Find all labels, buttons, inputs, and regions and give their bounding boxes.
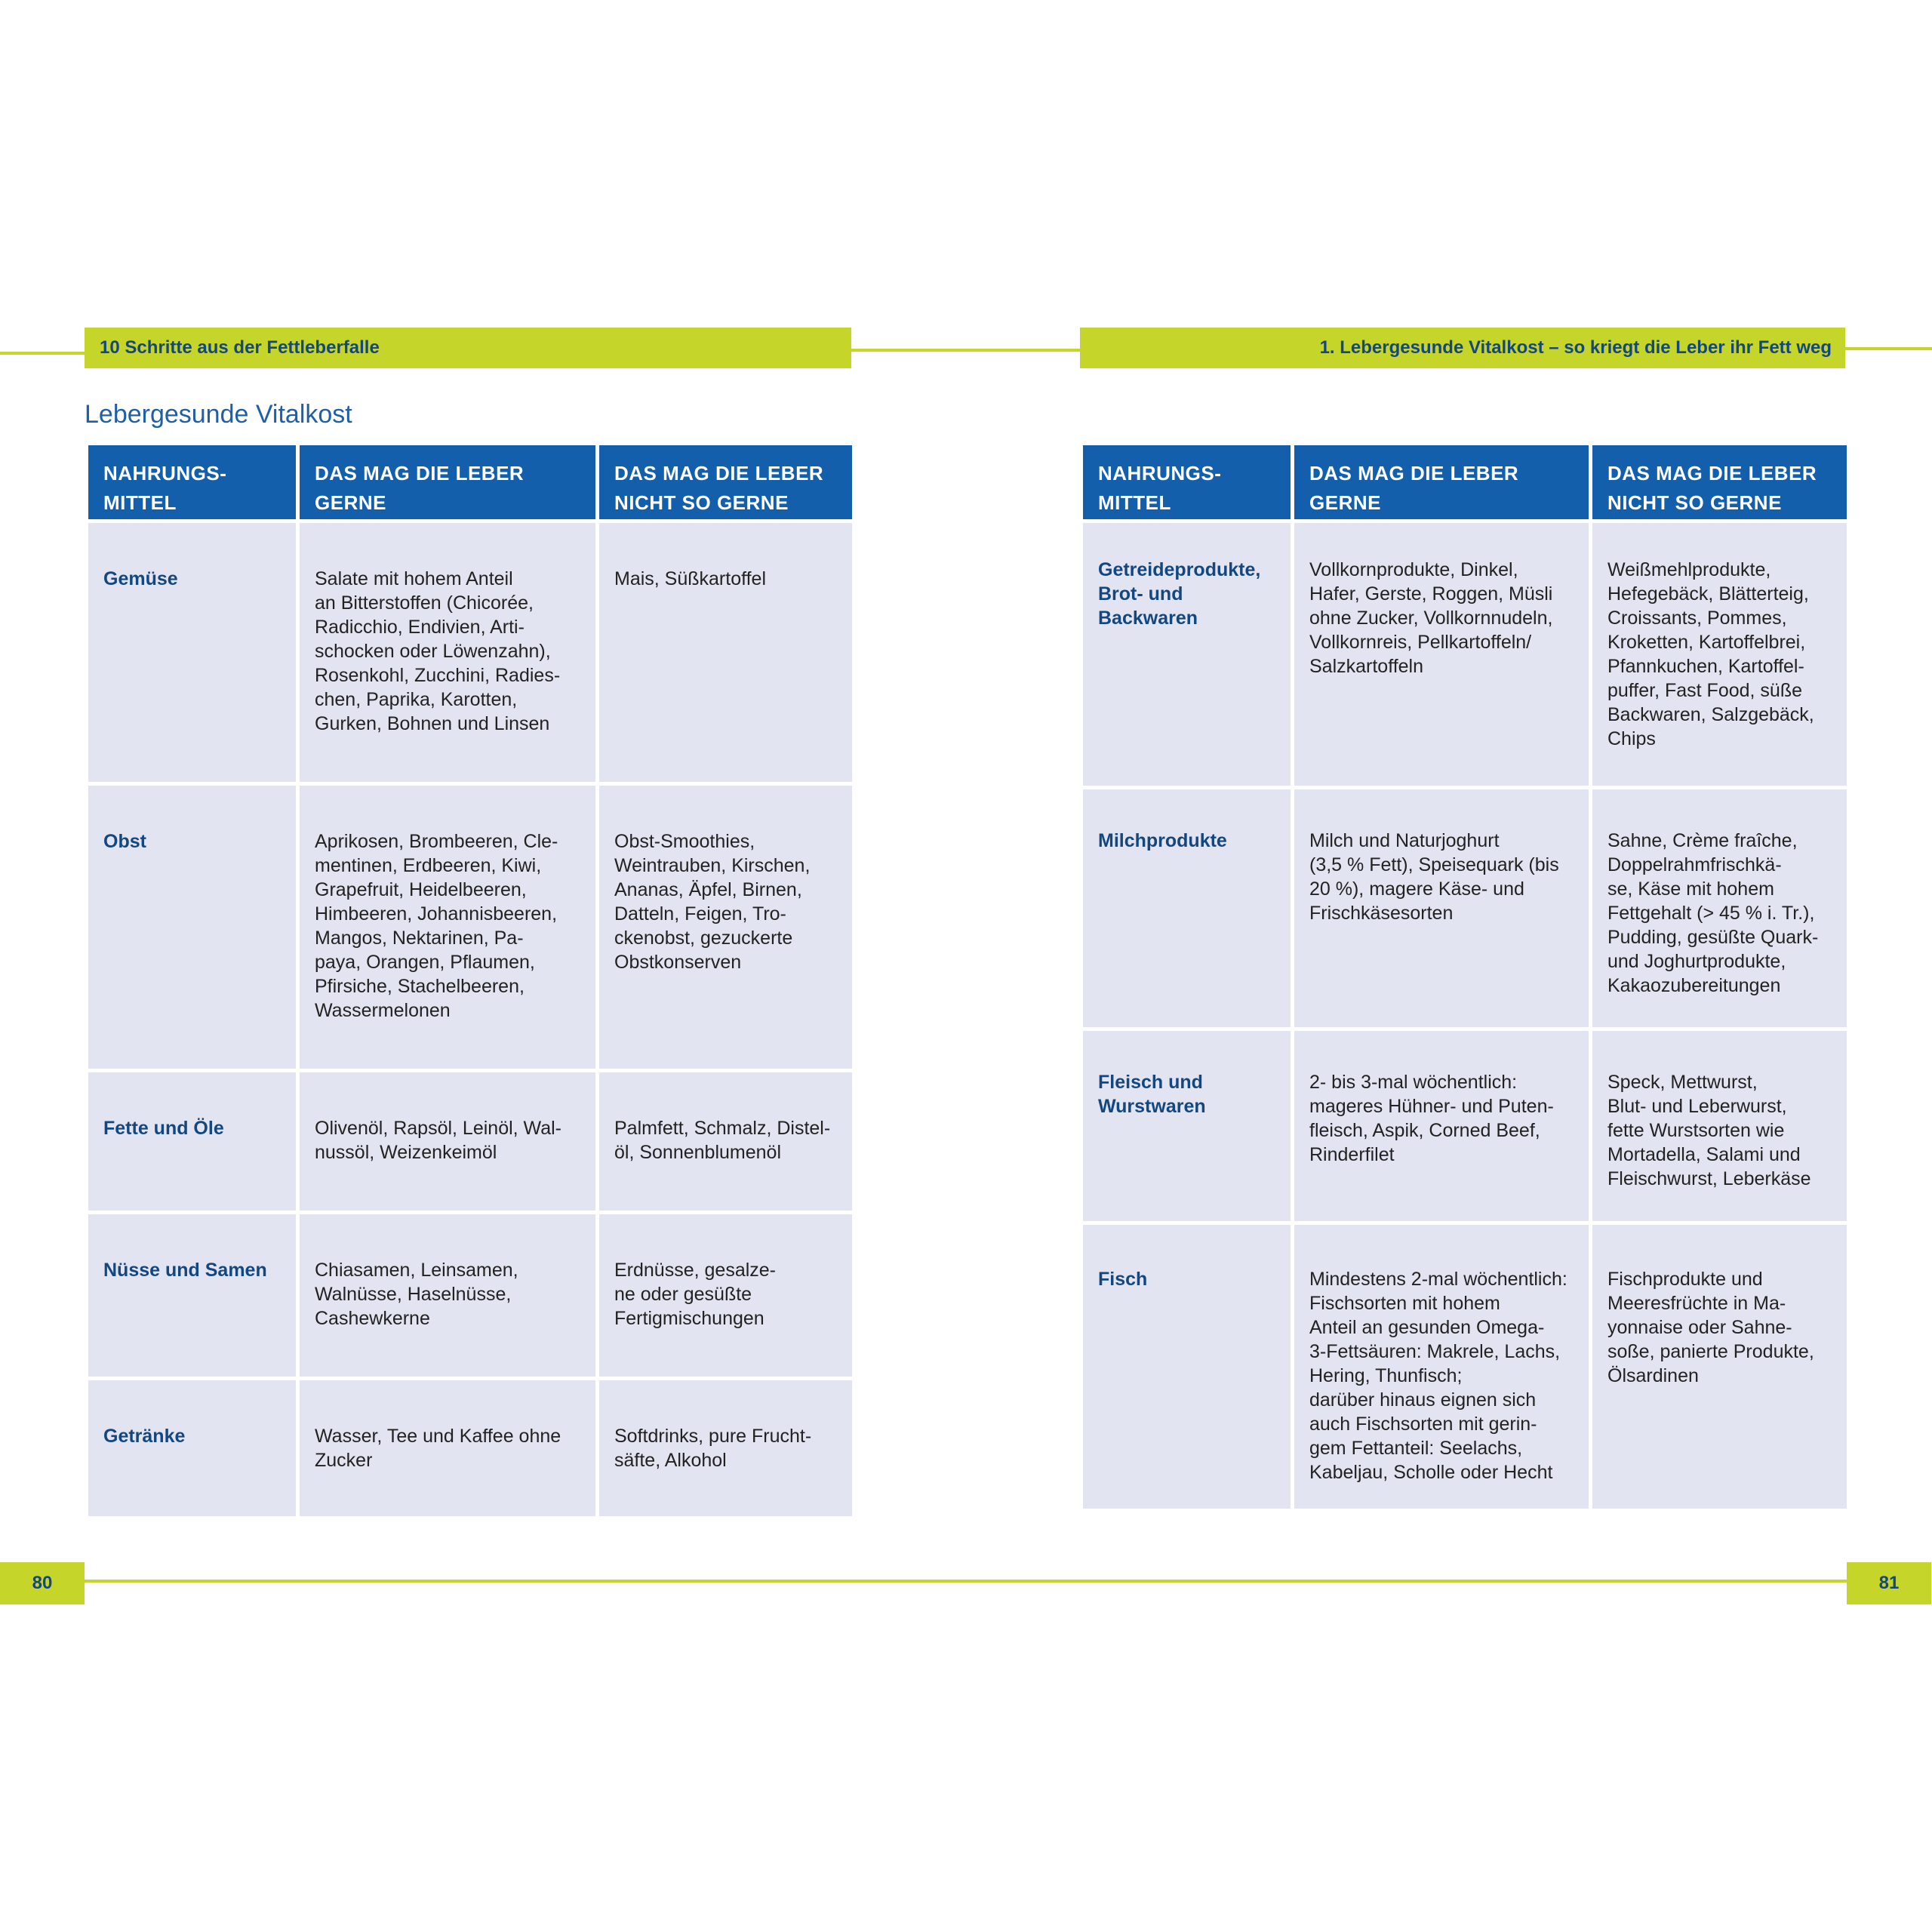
liked-foods: Wasser, Tee und Kaffee ohne Zucker — [315, 1426, 561, 1471]
liked-cell — [1294, 1031, 1589, 1221]
disliked-cell — [1592, 1225, 1847, 1509]
table-row — [88, 1072, 852, 1211]
table-row — [1083, 789, 1847, 1027]
table-header-row — [1083, 445, 1847, 519]
disliked-cell — [599, 523, 852, 782]
header-rule-right — [1845, 347, 1932, 350]
column-header-label: DAS MAG DIE LEBER NICHT SO GERNE — [1607, 462, 1817, 514]
food-category: Getreideprodukte, Brot- und Backwaren — [1098, 559, 1261, 629]
liked-cell — [1294, 789, 1589, 1027]
disliked-cell — [1592, 523, 1847, 786]
disliked-cell — [599, 1072, 852, 1211]
column-header-label: DAS MAG DIE LEBER GERNE — [315, 462, 525, 514]
disliked-cell — [1592, 1031, 1847, 1221]
liked-foods: 2- bis 3-mal wöchentlich: mageres Hühner- und Puten- fleisch, Aspik, Corned Beef, Rinderfilet — [1309, 1072, 1554, 1165]
disliked-foods: Sahne, Crème fraîche, Doppelrahmfrischkä- se, Käse mit hohem Fettgehalt (> 45 % i. Tr.), Pudding, gesüßte Quark- und Joghurtprodukte, Kakaozubereitungen — [1607, 830, 1819, 996]
disliked-foods: Mais, Süßkartoffel — [614, 568, 767, 589]
column-header-disliked — [1592, 445, 1847, 519]
liked-foods: Salate mit hohem Anteil an Bitterstoffen (Chicorée, Radicchio, Endivien, Arti- schocken oder Löwenzahn), Rosenkohl, Zucchini, Radies- chen, Paprika, Karotten, Gurken, Bohnen und Linsen — [315, 568, 561, 734]
page-number-left: 80 — [0, 1562, 85, 1604]
liked-foods: Chiasamen, Leinsamen, Walnüsse, Haselnüsse, Cashewkerne — [315, 1260, 518, 1329]
section-title: Lebergesunde Vitalkost — [85, 400, 352, 429]
column-header-food — [1083, 445, 1291, 519]
column-header-food — [88, 445, 296, 519]
food-category: Milchprodukte — [1098, 830, 1227, 851]
food-table-right — [1079, 441, 1850, 1512]
food-category: Getränke — [103, 1426, 186, 1447]
liked-foods: Vollkornprodukte, Dinkel, Hafer, Gerste, Roggen, Müsli ohne Zucker, Vollkornnudeln, Vollkornreis, Pellkartoffeln/ Salzkartoffeln — [1309, 559, 1553, 677]
table-row — [88, 523, 852, 782]
column-header-liked — [1294, 445, 1589, 519]
food-category-cell — [88, 523, 296, 782]
disliked-foods: Erdnüsse, gesalze- ne oder gesüßte Fertigmischungen — [614, 1260, 777, 1329]
liked-foods: Aprikosen, Brombeeren, Cle- mentinen, Erdbeeren, Kiwi, Grapefruit, Heidelbeeren, Himbeeren, Johannisbeeren, Mangos, Nektarinen, Pa- paya, Orangen, Pflaumen, Pfirsiche, Stachelbeeren, Wassermelonen — [315, 831, 558, 1021]
disliked-foods: Fischprodukte und Meeresfrüchte in Ma- yonnaise oder Sahne- soße, panierte Produkte, Ölsardinen — [1607, 1269, 1814, 1386]
liked-foods: Olivenöl, Rapsöl, Leinöl, Wal- nussöl, Weizenkeimöl — [315, 1118, 561, 1163]
food-category: Gemüse — [103, 568, 178, 589]
liked-cell — [1294, 1225, 1589, 1509]
food-category-cell — [1083, 1031, 1291, 1221]
running-header-right: 1. Lebergesunde Vitalkost – so kriegt die Leber ihr Fett weg — [1080, 328, 1845, 368]
table-row — [1083, 1225, 1847, 1509]
table-header-row — [88, 445, 852, 519]
disliked-cell — [1592, 789, 1847, 1027]
liked-cell — [1294, 523, 1589, 786]
footer-rule — [85, 1580, 1847, 1583]
liked-cell — [300, 1380, 595, 1516]
table-row — [88, 786, 852, 1069]
table-row — [1083, 1031, 1847, 1221]
food-category: Nüsse und Samen — [103, 1260, 267, 1281]
food-category-cell — [88, 786, 296, 1069]
column-header-label: DAS MAG DIE LEBER NICHT SO GERNE — [614, 462, 824, 514]
liked-foods: Mindestens 2-mal wöchentlich: Fischsorten mit hohem Anteil an gesunden Omega- 3-Fettsäuren: Makrele, Lachs, Hering, Thunfisch; darüber hinaus eignen sich auch Fischsorten mit gerin- gem Fettanteil: Seelachs, Kabeljau, Scholle oder Hecht — [1309, 1269, 1567, 1483]
disliked-cell — [599, 1214, 852, 1377]
column-header-liked — [300, 445, 595, 519]
food-category: Fleisch und Wurstwaren — [1098, 1072, 1206, 1117]
table-row — [1083, 523, 1847, 786]
disliked-foods: Softdrinks, pure Frucht- säfte, Alkohol — [614, 1426, 812, 1471]
disliked-foods: Obst-Smoothies, Weintrauben, Kirschen, Ananas, Äpfel, Birnen, Datteln, Feigen, Tro- ckenobst, gezuckerte Obstkonserven — [614, 831, 811, 973]
food-category-cell — [1083, 1225, 1291, 1509]
running-header-left: 10 Schritte aus der Fettleberfalle — [85, 328, 851, 368]
liked-cell — [300, 786, 595, 1069]
food-category-cell — [88, 1380, 296, 1516]
header-rule-left — [0, 352, 85, 355]
column-header-disliked — [599, 445, 852, 519]
food-category-cell — [1083, 523, 1291, 786]
disliked-foods: Palmfett, Schmalz, Distel- öl, Sonnenblumenöl — [614, 1118, 831, 1163]
food-table-left — [85, 441, 856, 1520]
disliked-cell — [599, 786, 852, 1069]
disliked-foods: Speck, Mettwurst, Blut- und Leberwurst, fette Wurstsorten wie Mortadella, Salami und Fleischwurst, Leberkäse — [1607, 1072, 1811, 1189]
header-rule-middle — [851, 349, 1081, 352]
column-header-label: NAHRUNGS- MITTEL — [1098, 462, 1222, 514]
disliked-cell — [599, 1380, 852, 1516]
table-row — [88, 1214, 852, 1377]
table-row — [88, 1380, 852, 1516]
food-category-cell — [88, 1072, 296, 1211]
liked-cell — [300, 1214, 595, 1377]
liked-cell — [300, 523, 595, 782]
food-category: Fette und Öle — [103, 1118, 224, 1139]
food-category: Obst — [103, 831, 146, 852]
food-category-cell — [88, 1214, 296, 1377]
liked-foods: Milch und Naturjoghurt (3,5 % Fett), Speisequark (bis 20 %), magere Käse- und Frischkäsesorten — [1309, 830, 1559, 924]
food-category: Fisch — [1098, 1269, 1148, 1290]
column-header-label: NAHRUNGS- MITTEL — [103, 462, 227, 514]
disliked-foods: Weißmehlprodukte, Hefegebäck, Blätterteig, Croissants, Pommes, Kroketten, Kartoffelbrei, Pfannkuchen, Kartoffel- puffer, Fast Food, süße Backwaren, Salzgebäck, Chips — [1607, 559, 1814, 749]
page-number-right: 81 — [1847, 1562, 1931, 1604]
food-category-cell — [1083, 789, 1291, 1027]
column-header-label: DAS MAG DIE LEBER GERNE — [1309, 462, 1519, 514]
liked-cell — [300, 1072, 595, 1211]
